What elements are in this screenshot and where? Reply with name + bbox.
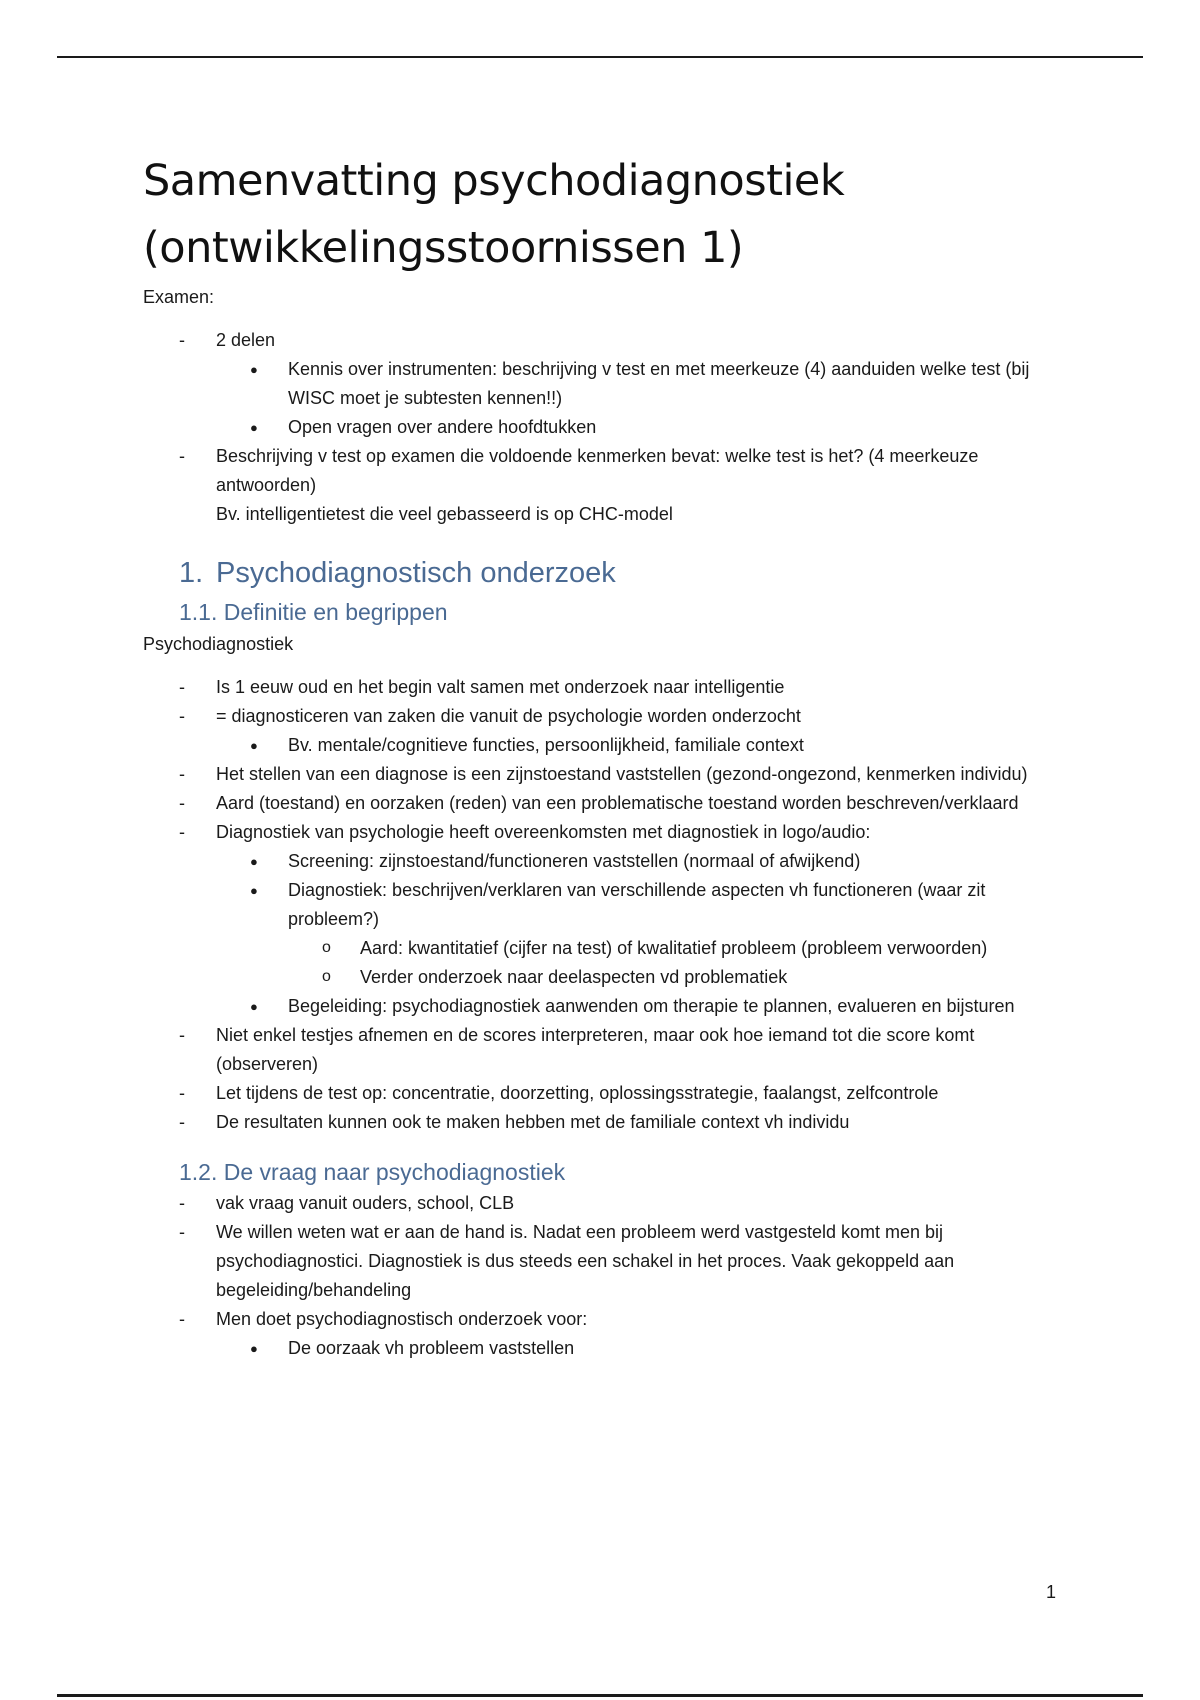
list-item: o Aard: kwantitatief (cijfer na test) of kwalitatief probleem (probleem verwoorden) [288,934,1068,963]
list-item: - Let tijdens de test op: concentratie, doorzetting, oplossingsstrategie, faalangst, zelfcontrole [143,1079,1068,1108]
list-item: - We willen weten wat er aan de hand is. Nadat een probleem werd vastgesteld komt men bij psychodiagnostici. Diagnostiek is dus steeds een schakel in het proces. Vaak gekoppeld aan begeleiding/behandeling [143,1218,1068,1305]
list-item: - Men doet psychodiagnostisch onderzoek voor: ● De oorzaak vh probleem vaststellen [143,1305,1068,1363]
list-item: - vak vraag vanuit ouders, school, CLB [143,1189,1068,1218]
vraag-list [143,1189,1068,1363]
list-item: ● Kennis over instrumenten: beschrijving v test en met meerkeuze (4) aanduiden welke test (bij WISC moet je subtesten kennen!!) [216,355,1068,413]
list-item: ● Bv. mentale/cognitieve functies, persoonlijkheid, familiale context [216,731,1068,760]
sub-list [216,731,1068,760]
section-title: Psychodiagnostisch onderzoek [216,557,616,589]
list-item: ● Screening: zijnstoestand/functioneren vaststellen (normaal of afwijkend) [216,847,1068,876]
section-heading-1 [179,553,1068,593]
psychodiagnostiek-label: Psychodiagnostiek [143,634,294,654]
section-number: 1. [179,557,204,589]
list-item: - = diagnosticeren van zaken die vanuit de psychologie worden onderzocht ● Bv. mentale/cognitieve functies, persoonlijkheid, familiale context [143,702,1068,760]
list-item: - De resultaten kunnen ook te maken hebben met de familiale context vh individu [143,1108,1068,1137]
list-item: - Aard (toestand) en oorzaken (reden) van een problematische toestand worden beschreven/verklaard [143,789,1068,818]
sub-list [216,1334,1068,1363]
header-rule [57,56,1143,58]
definitie-list [143,673,1068,1137]
list-item: - Is 1 eeuw oud en het begin valt samen met onderzoek naar intelligentie [143,673,1068,702]
sub-list [216,847,1068,1021]
example-note: Bv. intelligentietest die veel gebasseerd is op CHC-model [216,504,673,524]
title-line-1: Samenvatting psychodiagnostiek [143,156,845,206]
examen-list [143,326,1068,529]
list-item: ● Open vragen over andere hoofdtukken [216,413,1068,442]
subsection-heading-1-2: 1.2. De vraag naar psychodiagnostiek [179,1159,566,1185]
document-page [143,148,1068,1363]
footer-rule [57,1694,1143,1697]
subsection-heading-1-1: 1.1. Definitie en begrippen [179,599,448,625]
sub-list [216,355,1068,442]
examen-label: Examen: [143,287,215,307]
list-item: - Diagnostiek van psychologie heeft overeenkomsten met diagnostiek in logo/audio: ● Screening: zijnstoestand/functioneren vaststellen (normaal of afwijkend) ● Diagnostiek: beschrijven/verklaren van verschillende aspecten vh functioneren (waar zit probleem?) o Aard: kwantitatief (cijfer na test) of kwalitatief probleem (probleem verwoorden) o Verder onderzoek naar deelaspecten vd problematiek ● Begeleiding: psychodiagnostiek aanwenden om therapie te plannen, evalueren en bijsturen [143,818,1068,1021]
sub-sub-list [288,934,1068,992]
list-item: ● Diagnostiek: beschrijven/verklaren van verschillende aspecten vh functioneren (waar zit probleem?) o Aard: kwantitatief (cijfer na test) of kwalitatief probleem (probleem verwoorden) o Verder onderzoek naar deelaspecten vd problematiek [216,876,1068,992]
list-item: - 2 delen ● Kennis over instrumenten: beschrijving v test en met meerkeuze (4) aanduiden welke test (bij WISC moet je subtesten kennen!!) ● Open vragen over andere hoofdtukken [143,326,1068,442]
list-item: - Het stellen van een diagnose is een zijnstoestand vaststellen (gezond-ongezond, kenmerken individu) [143,760,1068,789]
list-item: - Beschrijving v test op examen die voldoende kenmerken bevat: welke test is het? (4 meerkeuze antwoorden) Bv. intelligentietest die veel gebasseerd is op CHC-model [143,442,1068,529]
list-item: o Verder onderzoek naar deelaspecten vd problematiek [288,963,1068,992]
list-item: ● Begeleiding: psychodiagnostiek aanwenden om therapie te plannen, evalueren en bijsturen [216,992,1068,1021]
document-title [143,148,1068,282]
page-number: 1 [1046,1582,1057,1602]
list-item: - Niet enkel testjes afnemen en de scores interpreteren, maar ook hoe iemand tot die score komt (observeren) [143,1021,1068,1079]
title-line-2: (ontwikkelingsstoornissen 1) [143,223,744,273]
list-item: ● De oorzaak vh probleem vaststellen [216,1334,1068,1363]
